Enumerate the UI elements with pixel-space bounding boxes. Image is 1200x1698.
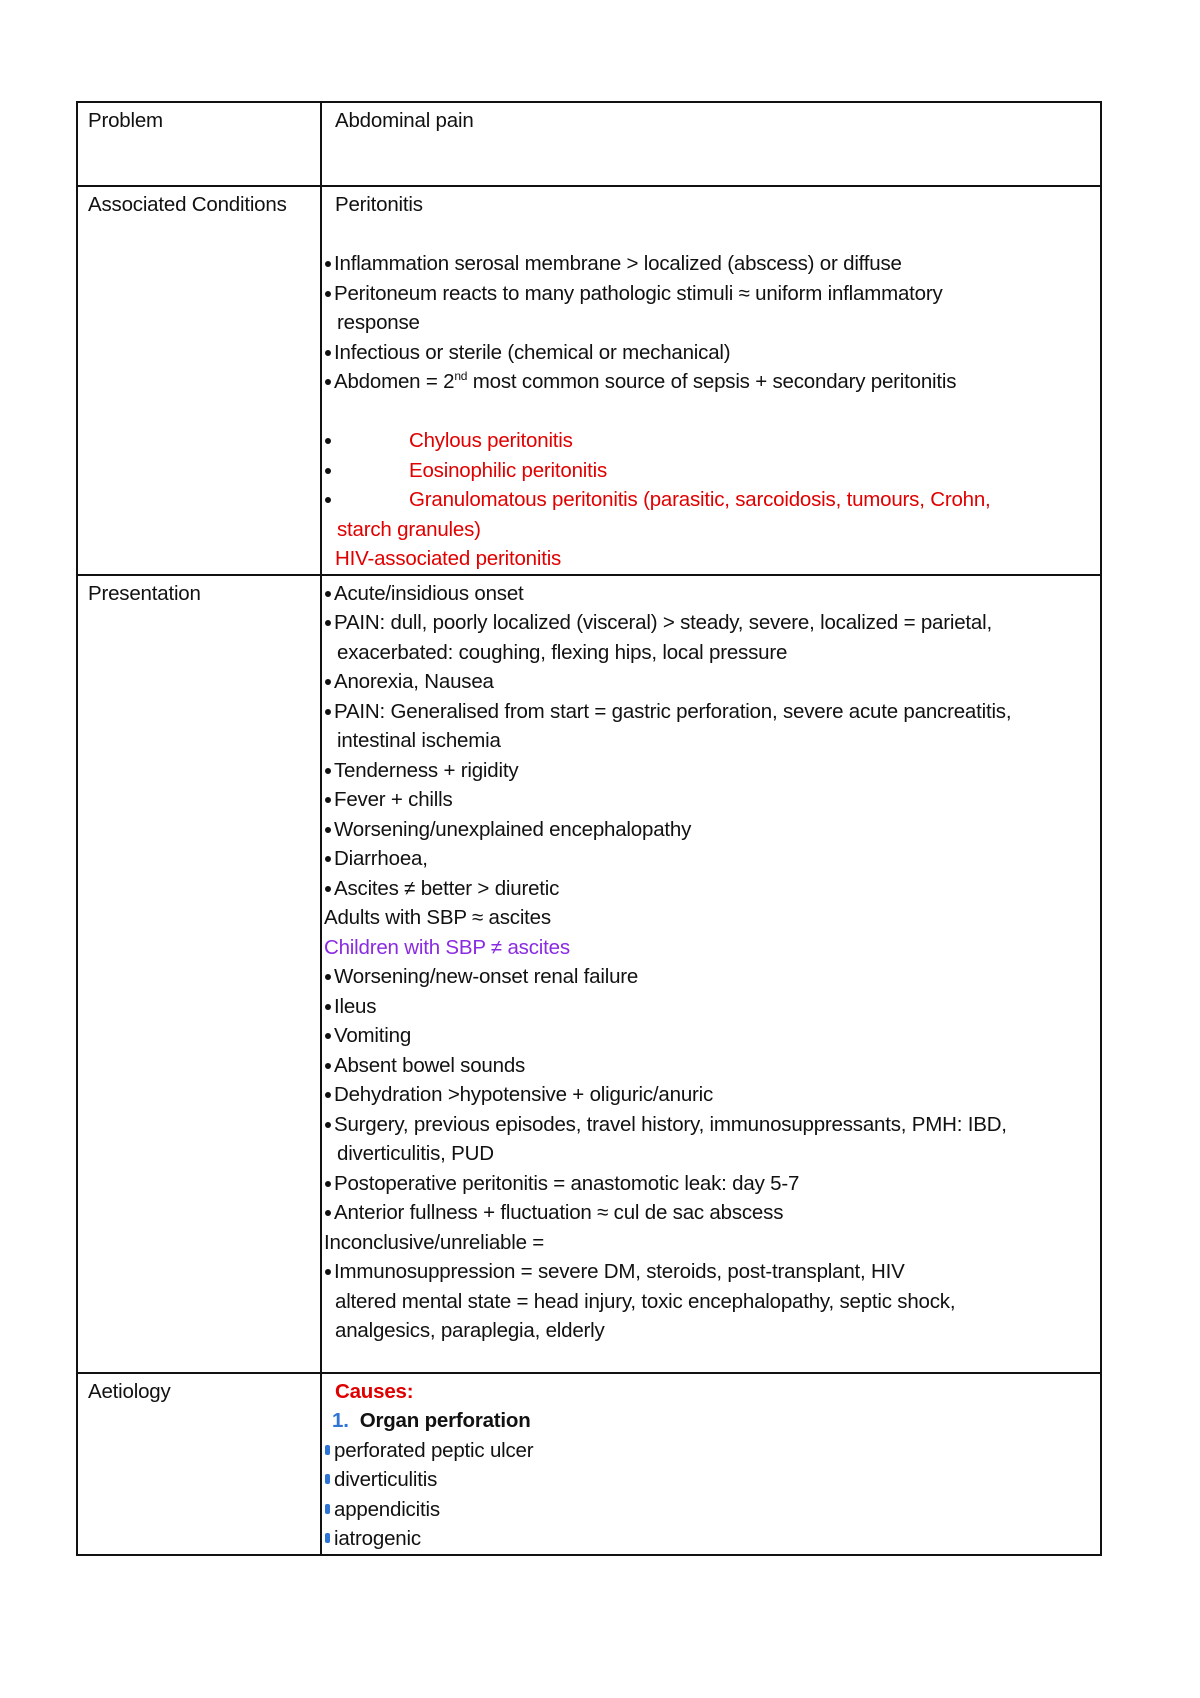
- list-item: Worsening/unexplained encephalopathy: [324, 815, 1092, 845]
- list-item: Ascites ≠ better > diuretic: [324, 874, 1092, 904]
- aetiology-content: [321, 1373, 1101, 1555]
- list-item: Surgery, previous episodes, travel history, immunosuppressants, PMH: IBD,: [324, 1110, 1092, 1140]
- problem-value: [321, 102, 1101, 186]
- numbered-item: 1. Organ perforation: [332, 1409, 531, 1432]
- list-item: Vomiting: [324, 1021, 1092, 1051]
- list-item-red: Eosinophilic peritonitis: [324, 456, 1092, 486]
- list-item-red: HIV-associated peritonitis: [335, 547, 562, 570]
- list-item: Tenderness + rigidity: [324, 756, 1092, 786]
- list-item: Peritoneum reacts to many pathologic stimuli ≈ uniform inflammatory: [324, 279, 1092, 309]
- row-presentation: [77, 575, 1101, 1373]
- problem-text: Abdominal pain: [335, 109, 474, 132]
- list-item: Dehydration >hypotensive + oliguric/anuric: [324, 1080, 1092, 1110]
- list-item-red: Granulomatous peritonitis (parasitic, sarcoidosis, tumours, Crohn,: [324, 485, 1092, 515]
- list-item: iatrogenic: [324, 1524, 1092, 1554]
- list-item-plain: altered mental state = head injury, toxic encephalopathy, septic shock,: [335, 1289, 956, 1313]
- row-aetiology: [77, 1373, 1101, 1555]
- list-item: Acute/insidious onset: [324, 579, 1092, 609]
- causes-heading: Causes:: [335, 1379, 414, 1403]
- list-item: diverticulitis: [324, 1465, 1092, 1495]
- aetiology-label: Aetiology: [77, 1373, 321, 1555]
- list-item-plain: Inconclusive/unreliable =: [324, 1230, 545, 1254]
- associated-content: [321, 186, 1101, 575]
- list-item: Diarrhoea,: [324, 844, 1092, 874]
- list-item-plain: Adults with SBP ≈ ascites: [324, 906, 551, 929]
- presentation-label: Presentation: [77, 575, 321, 1373]
- list-item: PAIN: dull, poorly localized (visceral) > steady, severe, localized = parietal,: [324, 608, 1092, 638]
- list-item-violet: Children with SBP ≠ ascites: [324, 935, 570, 959]
- list-item: PAIN: Generalised from start = gastric perforation, severe acute pancreatitis,: [324, 697, 1092, 727]
- list-item: perforated peptic ulcer: [324, 1436, 1092, 1466]
- list-item-cont: exacerbated: coughing, flexing hips, local pressure: [337, 640, 788, 664]
- list-item: Ileus: [324, 992, 1092, 1022]
- list-item-cont: response: [337, 311, 420, 334]
- list-item-cont: diverticulitis, PUD: [337, 1142, 494, 1165]
- list-item: Immunosuppression = severe DM, steroids, post-transplant, HIV: [324, 1257, 1092, 1287]
- problem-label: Problem: [77, 102, 321, 186]
- associated-title: Peritonitis: [335, 193, 423, 216]
- list-item: appendicitis: [324, 1495, 1092, 1525]
- list-item-plain: analgesics, paraplegia, elderly: [335, 1319, 605, 1342]
- list-item: Worsening/new-onset renal failure: [324, 962, 1092, 992]
- list-item: Anterior fullness + fluctuation ≈ cul de sac abscess: [324, 1198, 1092, 1228]
- row-associated-conditions: [77, 186, 1101, 575]
- associated-label: Associated Conditions: [77, 186, 321, 575]
- list-item-red: Chylous peritonitis: [324, 426, 1092, 456]
- list-item: Absent bowel sounds: [324, 1051, 1092, 1081]
- sepsis-line: Abdomen = 2nd most common source of sepsis + secondary peritonitis: [324, 367, 1092, 397]
- list-item-cont: intestinal ischemia: [337, 729, 501, 752]
- list-item: Inflammation serosal membrane > localized (abscess) or diffuse: [324, 249, 1092, 279]
- list-item: Infectious or sterile (chemical or mechanical): [324, 338, 1092, 368]
- list-item: Fever + chills: [324, 785, 1092, 815]
- presentation-content: [321, 575, 1101, 1373]
- row-problem: [77, 102, 1101, 186]
- list-item-red-cont: starch granules): [337, 517, 481, 541]
- list-item: Anorexia, Nausea: [324, 667, 1092, 697]
- clinical-notes-table: [76, 101, 1102, 1556]
- list-item: Postoperative peritonitis = anastomotic leak: day 5-7: [324, 1169, 1092, 1199]
